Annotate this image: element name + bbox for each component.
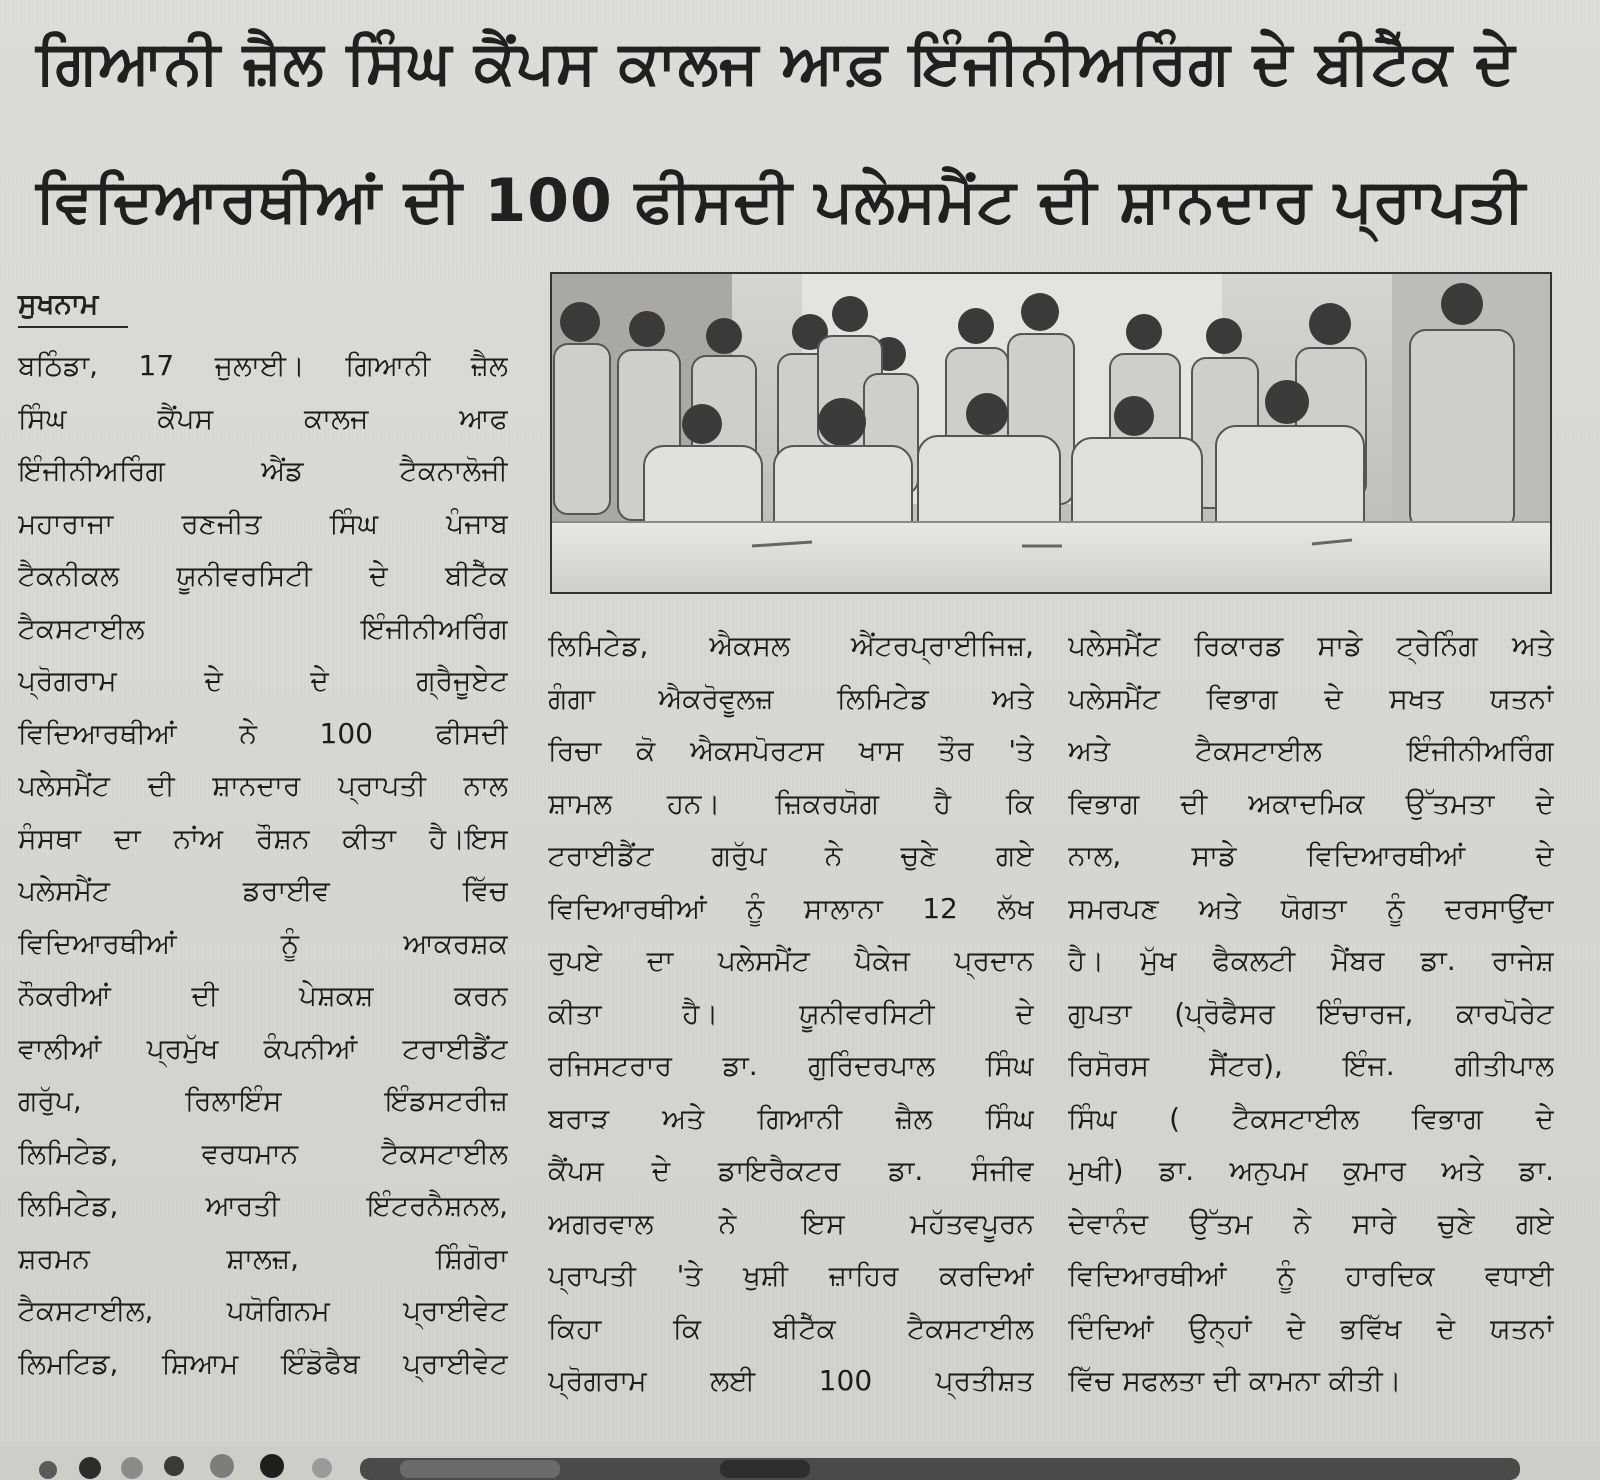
article-line: ਵਿੱਚ ਸਫਲਤਾ ਦੀ ਕਾਮਨਾ ਕੀਤੀ। <box>1068 1364 1402 1397</box>
article-line: ਗਰੁੱਪ, ਰਿਲਾਇੰਸ ਇੰਡਸਟਰੀਜ਼ <box>18 1084 508 1117</box>
article-line: ਟਰਾਈਡੈਂਟ ਗਰੁੱਪ ਨੇ ਚੁਣੇ ਗਏ <box>548 839 1034 872</box>
article-line: ਕਿਹਾ ਕਿ ਬੀਟੈੱਕ ਟੈਕਸਟਾਈਲ <box>548 1311 1034 1345</box>
article-line: ਬਰਾੜ ਅਤੇ ਗਿਆਨੀ ਜ਼ੈਲ ਸਿੰਘ <box>548 1101 1034 1135</box>
article-line: ਗੁਪਤਾ (ਪ੍ਰੋਫੈਸਰ ਇੰਚਾਰਜ, ਕਾਰਪੋਰੇਟ <box>1068 996 1554 1030</box>
article-line: ਸਮਰਪਣ ਅਤੇ ਯੋਗਤਾ ਨੂੰ ਦਰਸਾਉਂਦਾ <box>1068 891 1554 925</box>
article-line: ਅਗਰਵਾਲ ਨੇ ਇਸ ਮਹੱਤਵਪੂਰਨ <box>548 1206 1034 1240</box>
article-line: ਮੁਖੀ) ਡਾ. ਅਨੁਪਮ ਕੁਮਾਰ ਅਤੇ ਡਾ. <box>1068 1154 1554 1187</box>
article-line: ਬਠਿੰਡਾ, 17 ਜੁਲਾਈ। ਗਿਆਨੀ ਜ਼ੈਲ <box>18 349 508 382</box>
article-line: ਕੀਤਾ ਹੈ। ਯੂਨੀਵਰਸਿਟੀ ਦੇ <box>548 996 1034 1030</box>
article-line: ਗੰਗਾ ਐਕਰੋਵੂਲਜ਼ ਲਿਮਿਟੇਡ ਅਤੇ <box>548 681 1034 715</box>
article-line: ਟੈਕਨੀਕਲ ਯੂਨੀਵਰਸਿਟੀ ਦੇ ਬੀਟੈੱਕ <box>18 559 508 592</box>
article-line: ਰਜਿਸਟਰਾਰ ਡਾ. ਗੁਰਿੰਦਰਪਾਲ ਸਿੰਘ <box>548 1049 1034 1082</box>
article-column-1 <box>18 340 508 1390</box>
byline: ਸੁਖਨਾਮ <box>18 287 99 320</box>
article-line: ਟੈਕਸਟਾਈਲ, ਪਯੋਗਿਨਮ ਪ੍ਰਾਈਵੇਟ <box>18 1294 508 1327</box>
article-line: ਪਲੇਸਮੈਂਟ ਰਿਕਾਰਡ ਸਾਡੇ ਟ੍ਰੇਨਿੰਗ ਅਤੇ <box>1068 629 1554 662</box>
headline-line-1: ਗਿਆਨੀ ਜ਼ੈਲ ਸਿੰਘ ਕੈਂਪਸ ਕਾਲਜ ਆਫ਼ ਇੰਜੀਨੀਅਰਿੰਗ ਦੇ ਬੀਟੈੱਕ ਦੇ <box>36 28 1516 98</box>
article-line: ਪ੍ਰਾਪਤੀ 'ਤੇ ਖੁਸ਼ੀ ਜ਼ਾਹਿਰ ਕਰਦਿਆਂ <box>548 1259 1034 1292</box>
article-line: ਲਿਮਿਟੇਡ, ਵਰਧਮਾਨ ਟੈਕਸਟਾਈਲ <box>18 1136 508 1170</box>
article-line: ਸਿੰਘ ਕੈਂਪਸ ਕਾਲਜ ਆਫ <box>18 401 508 435</box>
article-line: ਨਾਲ, ਸਾਡੇ ਵਿਦਿਆਰਥੀਆਂ ਦੇ <box>1068 839 1554 872</box>
article-line: ਮਹਾਰਾਜਾ ਰਣਜੀਤ ਸਿੰਘ ਪੰਜਾਬ <box>18 506 508 540</box>
article-line: ਰਿਸੋਰਸ ਸੈਂਟਰ), ਇੰਜ. ਗੀਤੀਪਾਲ <box>1068 1049 1554 1082</box>
article-line: ਲਿਮਿਟੇਡ, ਐਕਸਲ ਐਂਟਰਪ੍ਰਾਈਜਿਜ਼, <box>548 629 1034 662</box>
article-line: ਸ਼ਰਮਨ ਸ਼ਾਲਜ਼, ਸ਼ਿੰਗੋਰਾ <box>18 1241 508 1275</box>
article-line: ਅਤੇ ਟੈਕਸਟਾਈਲ ਇੰਜੀਨੀਅਰਿੰਗ <box>1068 734 1554 767</box>
article-line: ਦਿੰਦਿਆਂ ਉਨ੍ਹਾਂ ਦੇ ਭਵਿੱਖ ਦੇ ਯਤਨਾਂ <box>1068 1311 1554 1345</box>
article-line: ਪਲੇਸਮੈਂਟ ਦੀ ਸ਼ਾਨਦਾਰ ਪ੍ਰਾਪਤੀ ਨਾਲ <box>18 769 508 802</box>
byline-block <box>18 286 128 328</box>
article-line: ਰੁਪਏ ਦਾ ਪਲੇਸਮੈਂਟ ਪੈਕੇਜ ਪ੍ਰਦਾਨ <box>548 944 1034 977</box>
article-column-3 <box>1068 620 1554 1408</box>
article-line: ਲਿਮਿਟੇਡ, ਆਰਤੀ ਇੰਟਰਨੈਸ਼ਨਲ, <box>18 1189 508 1222</box>
article-line: ਵਿਦਿਆਰਥੀਆਂ ਨੂੰ ਸਾਲਾਨਾ 12 ਲੱਖ <box>548 891 1034 925</box>
article-line: ਸੰਸਥਾ ਦਾ ਨਾਂਅ ਰੌਸ਼ਨ ਕੀਤਾ ਹੈ।ਇਸ <box>18 821 508 855</box>
article-line: ਪਲੇਸਮੈਂਟ ਡਰਾਈਵ ਵਿੱਚ <box>18 874 508 907</box>
article-line: ਇੰਜੀਨੀਅਰਿੰਗ ਐਂਡ ਟੈਕਨਾਲੋਜੀ <box>18 454 508 487</box>
article-line: ਵਾਲੀਆਂ ਪ੍ਰਮੁੱਖ ਕੰਪਨੀਆਂ ਟਰਾਈਡੈਂਟ <box>18 1031 508 1065</box>
article-line: ਸ਼ਾਮਲ ਹਨ। ਜ਼ਿਕਰਯੋਗ ਹੈ ਕਿ <box>548 786 1034 820</box>
article-line: ਵਿਦਿਆਰਥੀਆਂ ਨੂੰ ਆਕਰਸ਼ਕ <box>18 926 508 960</box>
article-line: ਟੈਕਸਟਾਈਲ ਇੰਜੀਨੀਅਰਿੰਗ <box>18 611 508 645</box>
bottom-edge-decoration <box>0 1446 1600 1480</box>
headline-line-2: ਵਿਦਿਆਰਥੀਆਂ ਦੀ 100 ਫੀਸਦੀ ਪਲੇਸਮੈਂਟ ਦੀ ਸ਼ਾਨਦਾਰ ਪ੍ਰਾਪਤੀ <box>36 166 1527 236</box>
byline-underline <box>18 326 128 328</box>
article-line: ਪ੍ਰੋਗਰਾਮ ਲਈ 100 ਪ੍ਰਤੀਸ਼ਤ <box>548 1364 1034 1397</box>
article-line: ਪਲੇਸਮੈਂਟ ਵਿਭਾਗ ਦੇ ਸਖਤ ਯਤਨਾਂ <box>1068 681 1554 715</box>
article-line: ਪ੍ਰੋਗਰਾਮ ਦੇ ਦੇ ਗ੍ਰੈਜੂਏਟ <box>18 664 508 697</box>
article-line: ਵਿਦਿਆਰਥੀਆਂ ਨੇ 100 ਫੀਸਦੀ <box>18 716 508 750</box>
article-line: ਹੈ। ਮੁੱਖ ਫੈਕਲਟੀ ਮੈਂਬਰ ਡਾ. ਰਾਜੇਸ਼ <box>1068 944 1554 977</box>
article-line: ਦੇਵਾਨੰਦ ਉੱਤਮ ਨੇ ਸਾਰੇ ਚੁਣੇ ਗਏ <box>1068 1206 1554 1240</box>
article-line: ਵਿਦਿਆਰਥੀਆਂ ਨੂੰ ਹਾਰਦਿਕ ਵਧਾਈ <box>1068 1259 1554 1292</box>
article-line: ਕੈਂਪਸ ਦੇ ਡਾਇਰੈਕਟਰ ਡਾ. ਸੰਜੀਵ <box>548 1154 1034 1187</box>
group-photo-image <box>552 274 1550 592</box>
article-line: ਸਿੰਘ ( ਟੈਕਸਟਾਈਲ ਵਿਭਾਗ ਦੇ <box>1068 1101 1554 1135</box>
article-line: ਵਿਭਾਗ ਦੀ ਅਕਾਦਮਿਕ ਉੱਤਮਤਾ ਦੇ <box>1068 786 1554 820</box>
article-line: ਲਿਮਟਿਡ, ਸ਼ਿਆਮ ਇੰਡੋਫੈਬ ਪ੍ਰਾਈਵੇਟ <box>18 1346 508 1380</box>
article-column-2 <box>548 620 1034 1408</box>
article-line: ਨੌਕਰੀਆਂ ਦੀ ਪੇਸ਼ਕਸ਼ ਕਰਨ <box>18 979 508 1012</box>
group-photo <box>550 272 1552 594</box>
article-line: ਰਿਚਾ ਕੋ ਐਕਸਪੋਰਟਸ ਖਾਸ ਤੌਰ 'ਤੇ <box>548 734 1034 767</box>
